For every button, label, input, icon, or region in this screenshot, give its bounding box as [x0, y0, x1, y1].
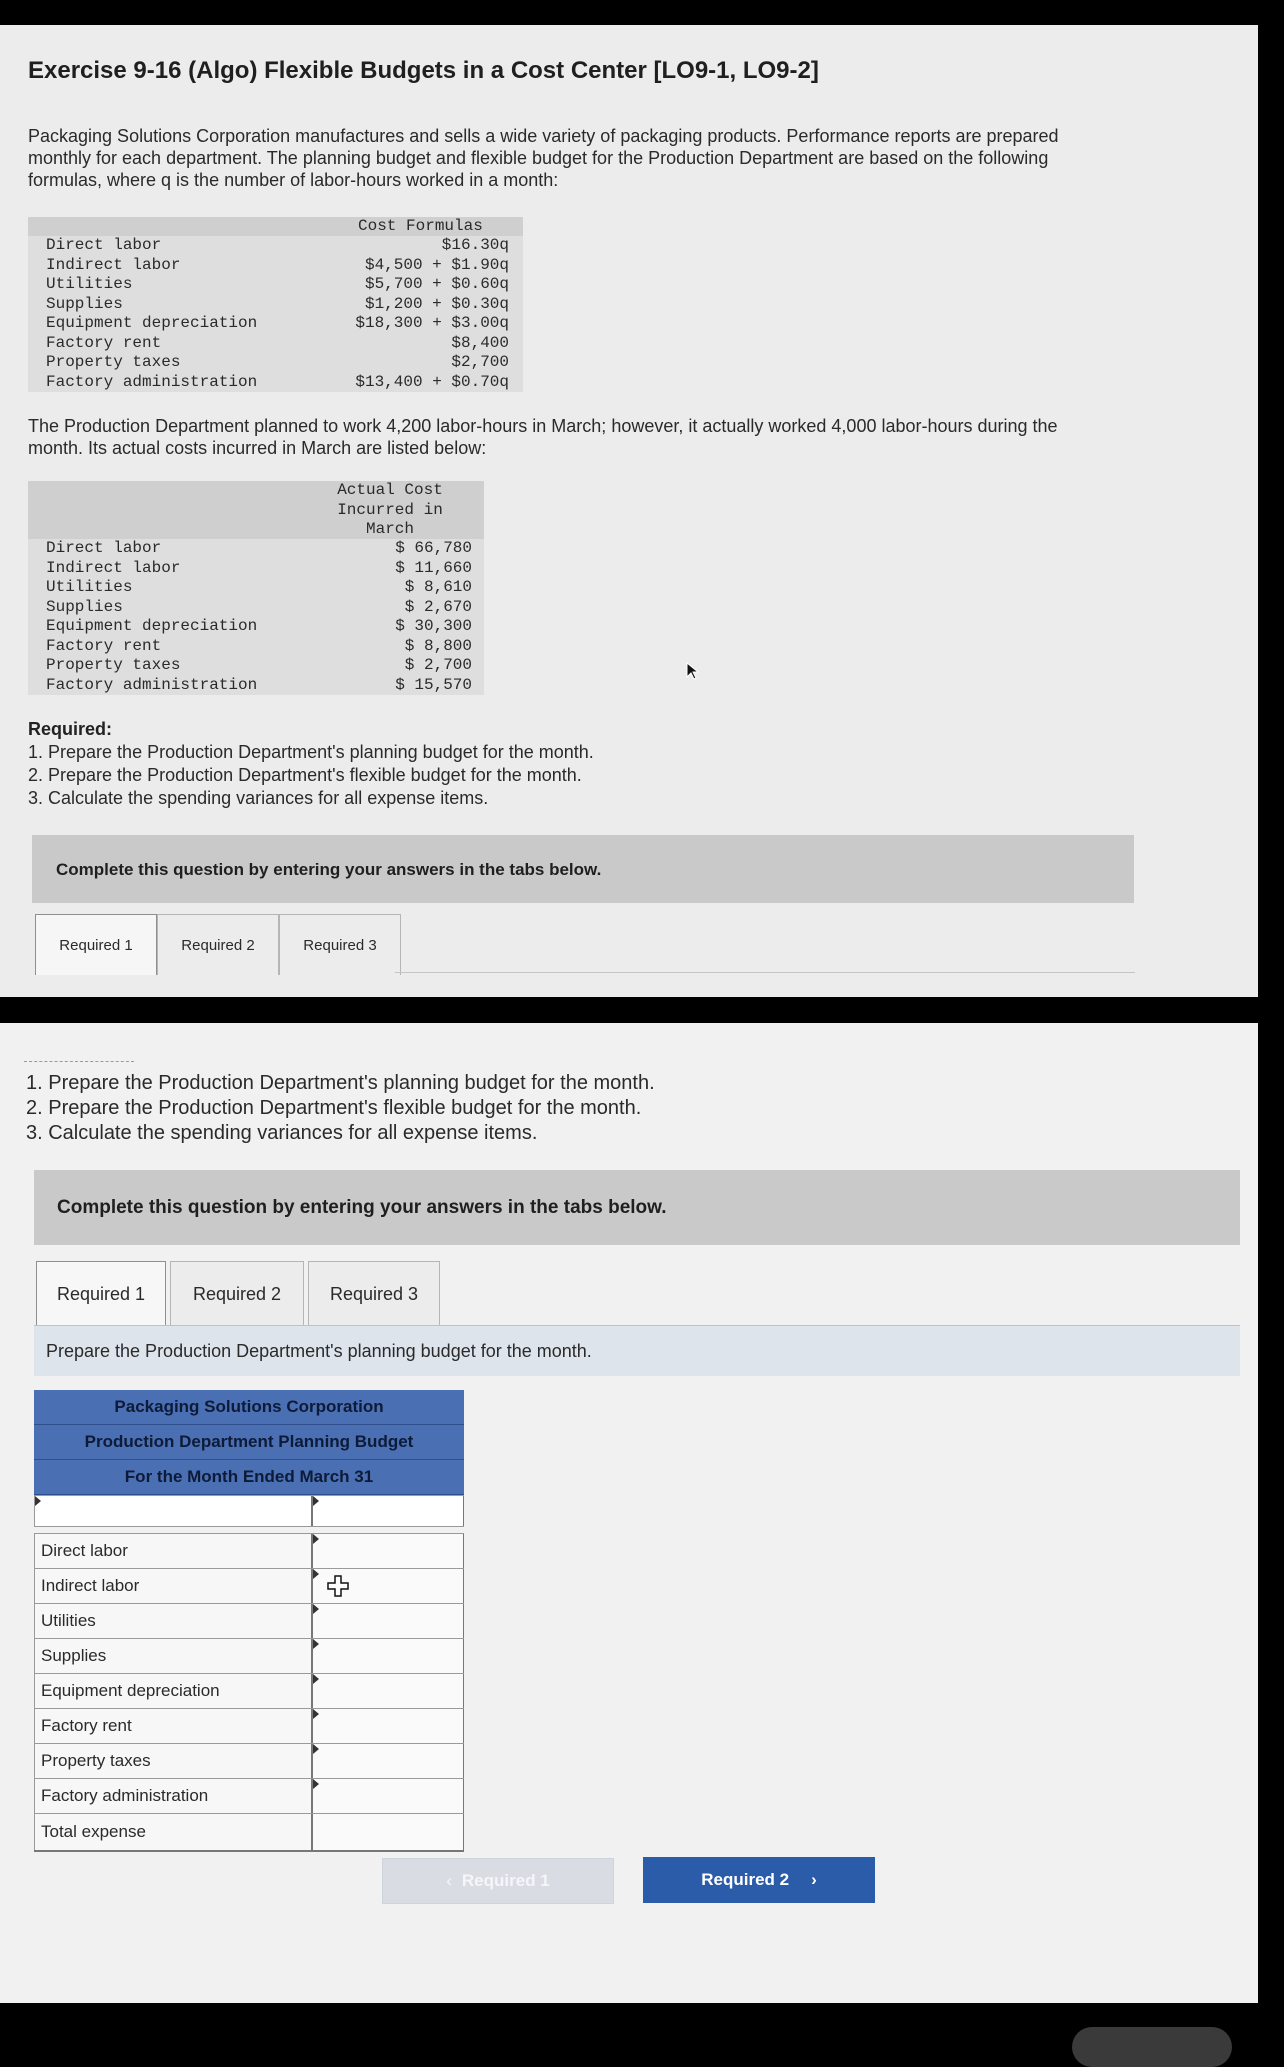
chevron-right-icon: › [811, 1870, 817, 1889]
dropdown-indicator-icon [313, 1709, 319, 1719]
formula-row: Utilities $5,700 + $0.60q [46, 275, 509, 293]
budget-row: Utilities [34, 1604, 464, 1639]
dropdown-indicator-icon [313, 1604, 319, 1614]
cross-cursor-icon [327, 1575, 349, 1602]
tab-baseline [395, 972, 1135, 973]
budget-input[interactable] [313, 1779, 464, 1813]
formula-row: Direct labor $16.30q [46, 236, 509, 254]
budget-header-value-cell[interactable] [313, 1496, 464, 1526]
budget-title: Production Department Planning Budget [34, 1425, 464, 1460]
instructions-banner: Complete this question by entering your answers in the tabs below. [34, 1170, 1240, 1245]
dropdown-indicator-icon [313, 1639, 319, 1649]
budget-total-input[interactable] [313, 1814, 464, 1850]
tab-required-3[interactable]: Required 3 [279, 914, 401, 975]
formula-row: Factory administration $13,400 + $0.70q [46, 372, 509, 391]
budget-header-row [34, 1495, 464, 1527]
cost-formulas-rows [28, 236, 523, 392]
tab-required-2[interactable]: Required 2 [157, 914, 279, 975]
intro-paragraph: Packaging Solutions Corporation manufactures and sells a wide variety of packaging products. Performance reports are prepared monthly for each department. The planning budget and flexible budget for the Production Department are based on the following formulas, where q is the number of labor-hours worked in a month: [28, 126, 1059, 190]
budget-header-label-cell[interactable] [34, 1496, 313, 1526]
budget-row: Indirect labor [34, 1569, 464, 1604]
prev-required-button[interactable]: ‹ Required 1 [382, 1858, 614, 1904]
formula-row: Indirect labor $4,500 + $1.90q [46, 255, 509, 274]
budget-row: Factory administration [34, 1779, 464, 1814]
instruction-bar: Prepare the Production Department's planning budget for the month. [34, 1325, 1240, 1376]
budget-input[interactable] [313, 1709, 464, 1743]
actual-costs-header: Actual Cost Incurred in March [337, 481, 443, 538]
actual-row: Property taxes $ 2,700 [46, 656, 472, 674]
dropdown-indicator-icon [313, 1779, 319, 1789]
budget-input[interactable] [313, 1674, 464, 1708]
next-required-button[interactable]: Required 2 › [643, 1857, 875, 1903]
budget-period: For the Month Ended March 31 [34, 1460, 464, 1495]
budget-input[interactable] [313, 1569, 464, 1603]
tab-required-2[interactable]: Required 2 [170, 1261, 304, 1326]
actual-row: Supplies $ 2,670 [46, 597, 472, 616]
exercise-title: Exercise 9-16 (Algo) Flexible Budgets in a Cost Center [LO9-1, LO9-2] [28, 57, 819, 84]
cost-formulas-header: Cost Formulas [358, 217, 483, 235]
actual-row: Direct labor $ 66,780 [46, 539, 472, 557]
budget-total-row: Total expense [34, 1814, 464, 1852]
formula-row: Property taxes $2,700 [46, 353, 509, 371]
mouse-cursor-icon [686, 662, 700, 685]
budget-input[interactable] [313, 1534, 464, 1568]
dropdown-indicator-icon [313, 1534, 319, 1544]
tab-required-3[interactable]: Required 3 [308, 1261, 440, 1326]
planned-hours-paragraph: The Production Department planned to work 4,200 labor-hours in March; however, it actually worked 4,000 labor-hours during the month. Its actual costs incurred in March are listed below: [28, 416, 1058, 458]
actual-costs-table [28, 481, 484, 695]
required-list: 1. Prepare the Production Department's planning budget for the month. 2. Prepare the Production Department's flexible budget for the month. 3. Calculate the spending variances for all expense items. [26, 1072, 655, 1144]
tab-required-1[interactable]: Required 1 [35, 914, 157, 975]
dropdown-indicator-icon [313, 1674, 319, 1684]
actual-row: Factory administration $ 15,570 [46, 675, 472, 694]
chevron-left-icon: ‹ [446, 1871, 452, 1890]
instructions-banner: Complete this question by entering your answers in the tabs below. [32, 835, 1134, 903]
tab-bar [36, 1261, 440, 1326]
tab-bar [35, 914, 401, 975]
budget-row: Property taxes [34, 1744, 464, 1779]
cut-edge [24, 1061, 134, 1062]
formula-row: Equipment depreciation $18,300 + $3.00q [46, 314, 509, 332]
budget-company-name: Packaging Solutions Corporation [34, 1390, 464, 1425]
budget-row: Factory rent [34, 1709, 464, 1744]
budget-input[interactable] [313, 1744, 464, 1778]
home-indicator [1072, 2027, 1232, 2067]
budget-row: Direct labor [34, 1534, 464, 1569]
actual-row: Utilities $ 8,610 [46, 578, 472, 596]
required-title: Required: [28, 719, 113, 739]
required-list: 1. Prepare the Production Department's planning budget for the month. 2. Prepare the Production Department's flexible budget for the month. 3. Calculate the spending variances for all expense items. [28, 742, 594, 808]
dropdown-indicator-icon [313, 1496, 319, 1506]
dropdown-indicator-icon [313, 1569, 319, 1579]
budget-input[interactable] [313, 1604, 464, 1638]
dropdown-indicator-icon [313, 1744, 319, 1754]
actual-row: Indirect labor $ 11,660 [46, 558, 472, 577]
budget-input[interactable] [313, 1639, 464, 1673]
actual-costs-rows [28, 539, 484, 695]
actual-row: Equipment depreciation $ 30,300 [46, 617, 472, 635]
tab-required-1[interactable]: Required 1 [36, 1261, 166, 1326]
formula-row: Supplies $1,200 + $0.30q [46, 294, 509, 313]
dropdown-indicator-icon [35, 1496, 41, 1506]
cost-formulas-table [28, 217, 523, 392]
budget-row: Equipment depreciation [34, 1674, 464, 1709]
actual-row: Factory rent $ 8,800 [46, 636, 472, 655]
exercise-panel-bottom [0, 1023, 1258, 2003]
exercise-panel-top [0, 25, 1258, 997]
planning-budget-table [34, 1390, 464, 1852]
budget-row: Supplies [34, 1639, 464, 1674]
formula-row: Factory rent $8,400 [46, 333, 509, 352]
